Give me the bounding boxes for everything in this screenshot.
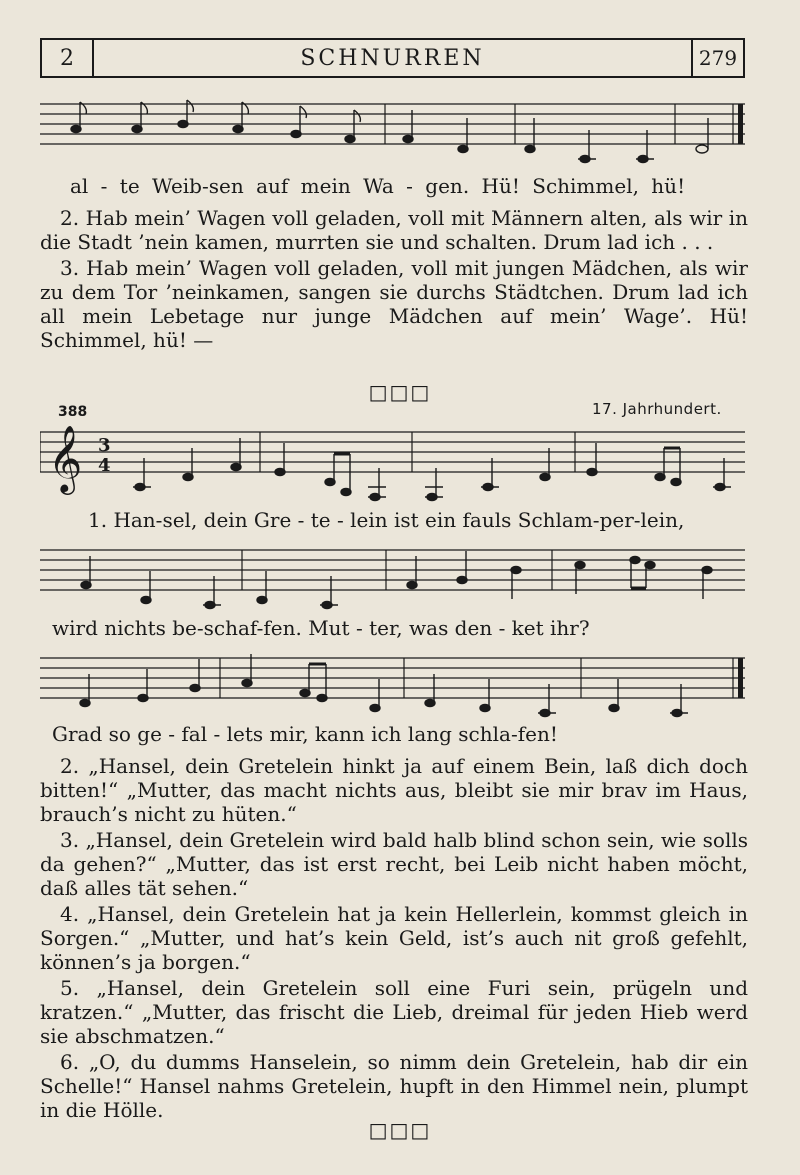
verse-text: 3. Hab mein’ Wagen voll geladen, voll mit jungen Mädchen, als wir zu dem Tor ’neinkamen, sangen sie durchs Städtchen. Drum lad ich all mein Lebetage nur junge Mädchen auf mein’ Wage’. Hü! Schimmel, hü! — (40, 256, 748, 352)
svg-text:4: 4 (98, 455, 111, 476)
song2-verses (40, 754, 748, 1122)
music-staff-3 (40, 542, 750, 614)
verse-text: 6. „O, du dumms Hanselein, so nimm dein Gretelein, hab dir ein Schelle!“ Hansel nahms Gretelein, hupft in den Himmel nein, plumpt in die Hölle. (40, 1050, 748, 1122)
verse-text: 2. „Hansel, dein Gretelein hinkt ja auf einem Bein, laß dich doch bitten!“ „Mutter, das macht nichts aus, bleibt sie mir brav im Haus, brauch’s nicht zu hüten.“ (40, 754, 748, 826)
section-separator-bottom: □□□ (368, 1118, 432, 1142)
verse-text: 2. Hab mein’ Wagen voll geladen, voll mit Männern alten, als wir in die Stadt ’nein kamen, murrten sie und schalten. Drum lad ich . . . (40, 206, 748, 254)
page-title: SCHNURREN (300, 45, 485, 71)
svg-text:𝄞: 𝄞 (48, 424, 83, 492)
song1-lyrics-line: al - te Weib-sen auf mein Wa - gen. Hü! Schimmel, hü! (70, 174, 686, 198)
music-staff-4 (40, 650, 750, 722)
verse-text: 5. „Hansel, dein Gretelein soll eine Furi sein, prügeln und kratzen.“ „Mutter, das frischt die Lieb, dreimal für jeden Hieb werd sie abschmatzen.“ (40, 976, 748, 1048)
song-number: 388 (58, 404, 88, 420)
verse-text: 3. „Hansel, dein Gretelein wird bald halb blind schon sein, wie solls da gehen?“ „Mutter, das ist erst recht, bei Leib nicht haben möcht, daß alles tät sehen.“ (40, 828, 748, 900)
section-separator: □□□ (368, 380, 432, 404)
section-number: 2 (42, 40, 94, 76)
verse-text: 4. „Hansel, dein Gretelein hat ja kein Hellerlein, kommst gleich in Sorgen.“ „Mutter, und hat’s kein Geld, ist’s auch nit groß gefehlt, können’s ja borgen.“ (40, 902, 748, 974)
song1-verses (40, 206, 748, 352)
music-staff-1 (40, 96, 750, 166)
page-number: 279 (691, 40, 743, 76)
song2-lyrics-line-3: Grad so ge - fal - lets mir, kann ich lang schla-fen! (52, 722, 558, 746)
time-signature: 3 (98, 435, 111, 456)
song-origin: 17. Jahrhundert. (592, 400, 722, 418)
song2-lyrics-line-1: 1. Han-sel, dein Gre - te - lein ist ein fauls Schlam-per-lein, (88, 508, 685, 532)
page-header (40, 38, 745, 78)
song2-lyrics-line-2: wird nichts be-schaf-fen. Mut - ter, was den - ket ihr? (52, 616, 590, 640)
music-staff-2 (40, 424, 750, 504)
